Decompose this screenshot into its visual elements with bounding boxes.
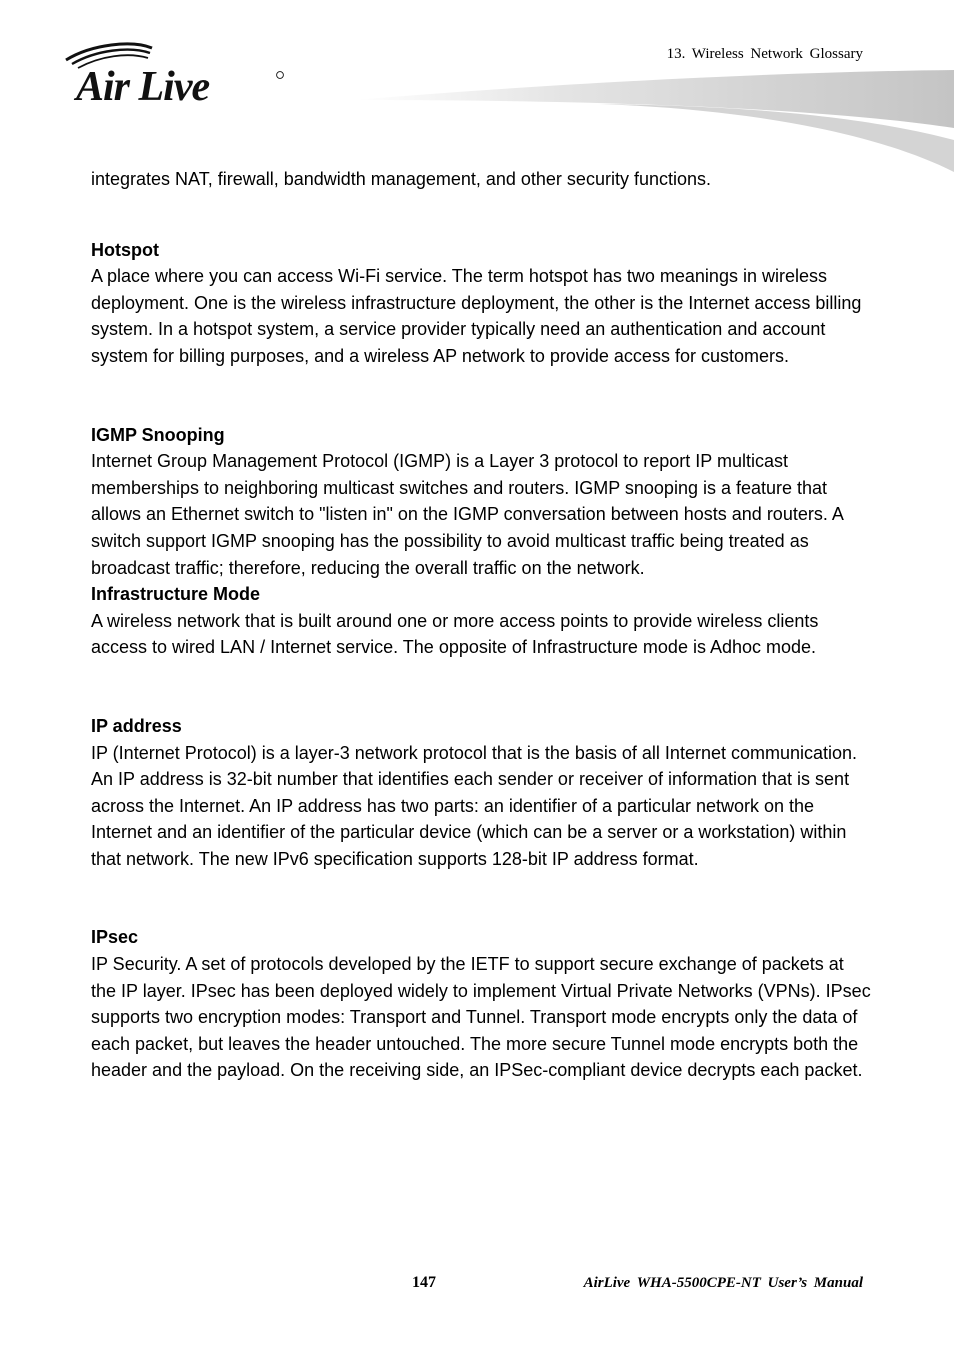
term-hotspot: Hotspot xyxy=(91,239,159,260)
term-igmp-snooping: IGMP Snooping xyxy=(91,424,225,445)
term-ipsec: IPsec xyxy=(91,927,139,948)
term-ip-address: IP address xyxy=(91,715,182,736)
term-infrastructure-mode: Infrastructure Mode xyxy=(91,584,261,605)
page-number: 147 xyxy=(412,1274,436,1291)
definition-infrastructure-mode: A wireless network that is built around one or more access points to provide wireless clients access to wired LAN / Internet service. The opposite of Infrastructure mode is Adhoc mode. xyxy=(91,610,819,658)
definition-ip-address: IP (Internet Protocol) is a layer-3 network protocol that is the basis of all Internet communication. An IP address is 32-bit number that identifies each sender or receiver of information that is sent across the Internet. An IP address has two parts: an identifier of a particular network on the Internet and an identifier of the particular device (which can be a server or a workstation) within that network. The new IPv6 specification supports 128-bit IP address format. xyxy=(91,742,858,869)
intro-paragraph: integrates NAT, firewall, bandwidth management, and other security functions. xyxy=(91,169,711,189)
definition-hotspot: A place where you can access Wi-Fi service. The term hotspot has two meanings in wireless deployment. One is the wireless infrastructure deployment, the other is the Internet access billing system. In a hotspot system, a service provider typically need an authentication and account system for billing purposes, and a wireless AP network to provide access for customers. xyxy=(91,266,862,366)
definition-ipsec: IP Security. A set of protocols developed by the IETF to support secure exchange of packets at the IP layer. IPsec has been deployed widely to implement Virtual Private Networks (VPNs). IPsec supports two encryption modes: Transport and Tunnel. Transport mode encrypts only the data of each packet, but leaves the header untouched. The more secure Tunnel mode encrypts both the header and the payload. On the receiving side, an IPSec-compliant device decrypts each packet. xyxy=(91,954,871,1081)
manual-title: AirLive WHA-5500CPE-NT User’s Manual xyxy=(583,1275,863,1291)
chapter-title: 13. Wireless Network Glossary xyxy=(666,46,863,62)
airlive-logo xyxy=(62,40,292,110)
svg-text:Air Live: Air Live xyxy=(76,64,210,110)
glossary-content xyxy=(91,166,871,1084)
definition-igmp-snooping: Internet Group Management Protocol (IGMP) is a Layer 3 protocol to report IP multicast memberships to neighboring multicast switches and routers. IGMP snooping is a feature that allows an Ethernet switch to "listen in" on the IGMP conversation between hosts and routers. A switch support IGMP snooping has the possibility to avoid multicast traffic being treated as broadcast traffic; therefore, reducing the overall traffic on the network. xyxy=(91,451,843,578)
